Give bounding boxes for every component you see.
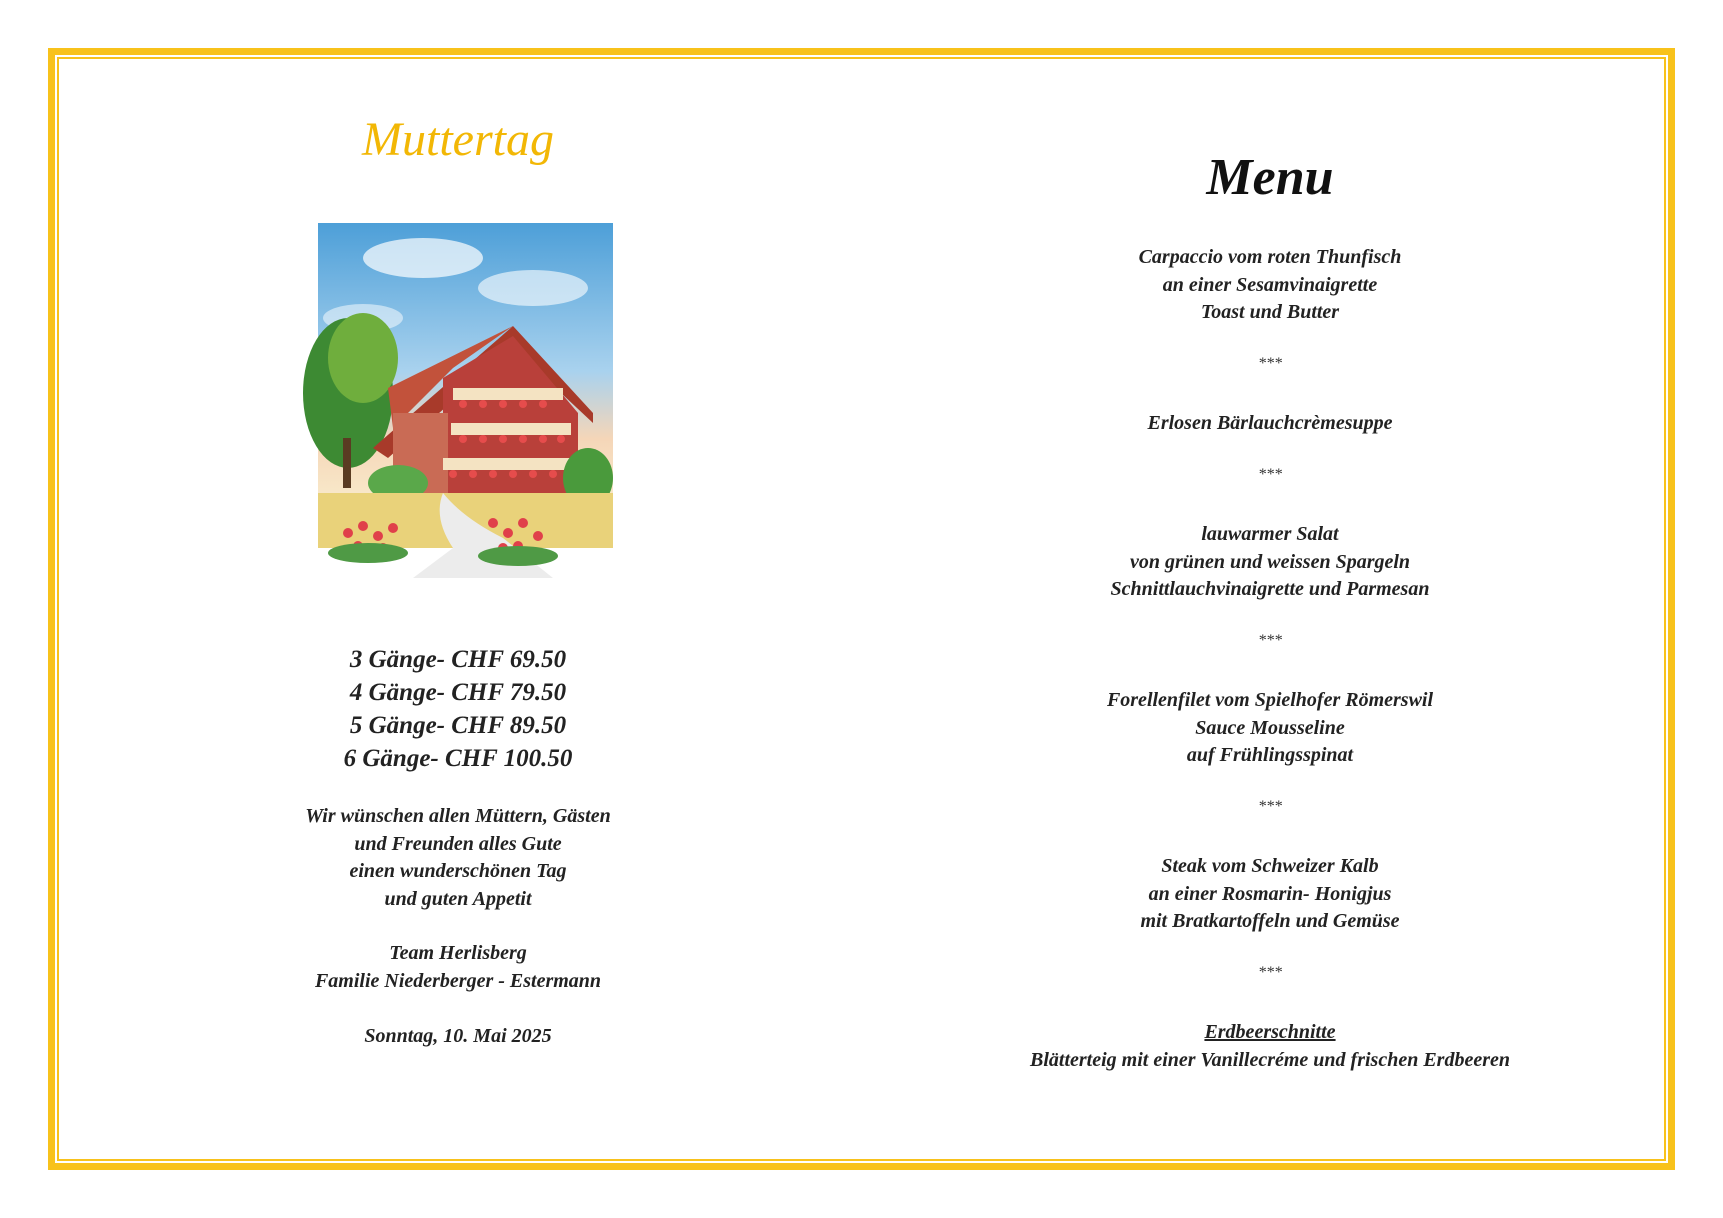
course-separator: *** bbox=[1258, 632, 1282, 649]
course-line: Schnittlauchvinaigrette und Parmesan bbox=[1110, 578, 1430, 600]
course-dessert bbox=[940, 1019, 1600, 1074]
course-separator: *** bbox=[1258, 798, 1282, 815]
course-starter bbox=[940, 244, 1600, 327]
price-item: 5 Gänge- CHF 89.50 bbox=[349, 712, 567, 739]
price-item: 3 Gänge- CHF 69.50 bbox=[349, 646, 567, 673]
page-border-inner bbox=[57, 57, 1666, 1161]
course-separator: *** bbox=[1258, 466, 1282, 483]
course-line: an einer Rosmarin- Honigjus bbox=[1148, 882, 1392, 905]
price-item: 4 Gänge- CHF 79.50 bbox=[349, 679, 567, 706]
course-line: Toast und Butter bbox=[1200, 301, 1340, 323]
price-item: 6 Gänge- CHF 100.50 bbox=[343, 745, 573, 772]
course-separator: *** bbox=[1258, 964, 1282, 981]
greeting-line: und guten Appetit bbox=[384, 887, 532, 910]
course-line: Carpaccio vom roten Thunfisch bbox=[1138, 246, 1402, 268]
menu-title: Menu bbox=[1206, 149, 1334, 206]
muttertag-title: Muttertag bbox=[362, 113, 554, 166]
course-line: Forellenfilet vom Spielhofer Römerswil bbox=[1106, 689, 1434, 711]
course-line: Steak vom Schweizer Kalb bbox=[1161, 855, 1379, 877]
course-main bbox=[940, 853, 1600, 936]
right-title-block bbox=[940, 148, 1600, 208]
course-line: Erdbeerschnitte bbox=[1204, 1021, 1336, 1043]
greeting-text bbox=[258, 803, 658, 913]
event-date: Sonntag, 10. Mai 2025 bbox=[364, 1025, 552, 1047]
course-line: Erlosen Bärlauchcrèmesuppe bbox=[1147, 412, 1393, 434]
farmhouse-watercolor-illustration bbox=[303, 218, 615, 588]
course-line: von grünen und weissen Spargeln bbox=[1129, 550, 1411, 573]
course-line: Sauce Mousseline bbox=[1195, 716, 1345, 739]
course-line: mit Bratkartoffeln und Gemüse bbox=[1140, 910, 1400, 932]
course-soup bbox=[940, 410, 1600, 438]
team-line: Familie Niederberger - Estermann bbox=[314, 969, 602, 992]
course-line: auf Frühlingsspinat bbox=[1186, 744, 1354, 766]
course-salad bbox=[940, 521, 1600, 604]
greeting-line: einen wunderschönen Tag bbox=[349, 860, 567, 882]
course-line: lauwarmer Salat bbox=[1201, 523, 1339, 545]
course-fish bbox=[940, 687, 1600, 770]
course-line: Blätterteig mit einer Vanillecréme und frischen Erdbeeren bbox=[1030, 1048, 1510, 1071]
course-line: an einer Sesamvinaigrette bbox=[1162, 273, 1378, 296]
price-list bbox=[258, 643, 658, 775]
left-title-block bbox=[258, 110, 658, 170]
team-line: Team Herlisberg bbox=[389, 942, 527, 964]
team-signature bbox=[258, 940, 658, 995]
greeting-line: Wir wünschen allen Müttern, Gästen bbox=[305, 805, 611, 827]
greeting-line: und Freunden alles Gute bbox=[354, 832, 562, 855]
course-separator: *** bbox=[1258, 355, 1282, 372]
